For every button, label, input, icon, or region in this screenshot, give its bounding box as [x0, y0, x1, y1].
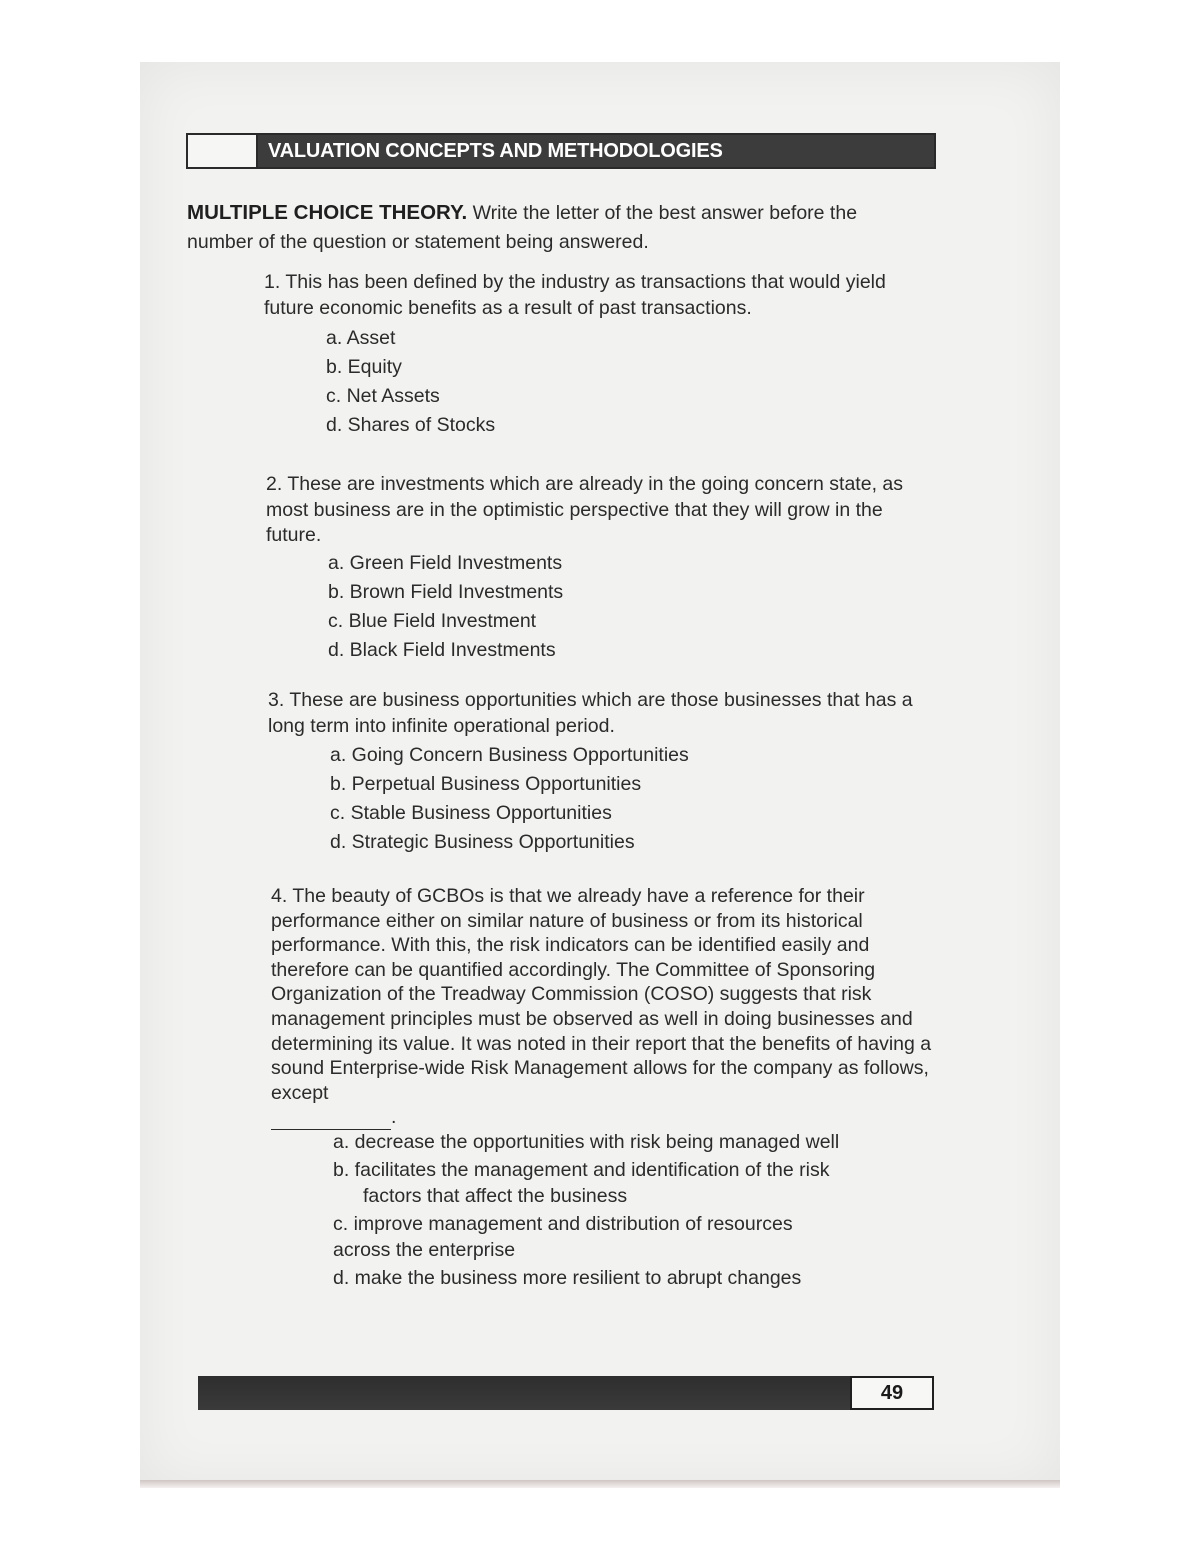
option-c: c. Stable Business Opportunities: [330, 802, 612, 824]
option-list: [333, 1130, 943, 1292]
option-c: c. Blue Field Investment: [328, 609, 537, 632]
option-a: a. Green Field Investments: [328, 551, 563, 574]
question-stem: 1. This has been defined by the industry as transactions that would yield future economic benefits as a result of past transactions.: [264, 271, 886, 319]
option-b: b. Equity: [326, 356, 402, 378]
option-list: [330, 741, 928, 857]
option-a: a. Asset: [326, 327, 396, 349]
question-3: [268, 688, 928, 857]
question-4: [271, 884, 943, 1295]
option-b: b. Perpetual Business Opportunities: [330, 773, 642, 795]
instructions-lead: MULTIPLE CHOICE THEORY.: [187, 201, 468, 224]
option-c: c. improve management and distribution of resources across the enterprise: [333, 1213, 793, 1261]
option-b: b. Brown Field Investments: [328, 580, 564, 603]
blank-suffix: .: [391, 1106, 397, 1129]
answer-blank: [271, 1107, 391, 1130]
footer-dark-fill: [198, 1376, 850, 1410]
option-c: c. Net Assets: [326, 385, 440, 407]
option-d: d. make the business more resilient to abrupt changes: [333, 1267, 802, 1290]
option-list: [326, 324, 934, 440]
question-stem: [271, 884, 943, 1130]
chapter-title: VALUATION CONCEPTS AND METHODOLOGIES: [268, 139, 723, 162]
question-stem: 3. These are business opportunities which are those businesses that has a long term into infinite operational period.: [268, 689, 913, 737]
question-stem: 2. These are investments which are already in the going concern state, as most business are in the optimistic perspective that they will grow in the future.: [266, 473, 903, 546]
option-d: d. Strategic Business Opportunities: [330, 831, 635, 853]
question-stem-text: 4. The beauty of GCBOs is that we already have a reference for their performance either on similar nature of business or from its historical performance. With this, the risk indicators can be identified easily and therefore can be quantified accordingly. The Committee of Sponsoring Organization of the Treadway Commission (COSO) suggests that risk management principles must be observed as well in doing businesses and determining its value. It was noted in their report that the benefits of having a sound Enterprise-wide Risk Management allows for the company as follows, except: [271, 885, 932, 1104]
option-d: d. Black Field Investments: [328, 638, 556, 661]
question-1: [264, 270, 934, 440]
question-2: [266, 472, 926, 665]
option-b: [333, 1158, 943, 1209]
header-blank-box: [188, 135, 258, 167]
option-d: d. Shares of Stocks: [326, 414, 496, 436]
instructions-text: Write the letter of the best answer before the number of the question or statement being answered.: [187, 202, 858, 253]
option-list: [328, 549, 926, 665]
page-edge: [140, 1480, 1060, 1488]
instructions: [187, 198, 917, 257]
chapter-header-bar: [186, 133, 936, 169]
option-a: a. Going Concern Business Opportunities: [330, 744, 689, 766]
option-b-line-1: b. facilitates the management and identification of the risk: [333, 1159, 830, 1182]
footer-bar: [198, 1376, 934, 1410]
page-number: 49: [850, 1376, 934, 1410]
option-b-line-2: factors that affect the business: [363, 1184, 628, 1207]
option-a: a. decrease the opportunities with risk being managed well: [333, 1130, 840, 1153]
